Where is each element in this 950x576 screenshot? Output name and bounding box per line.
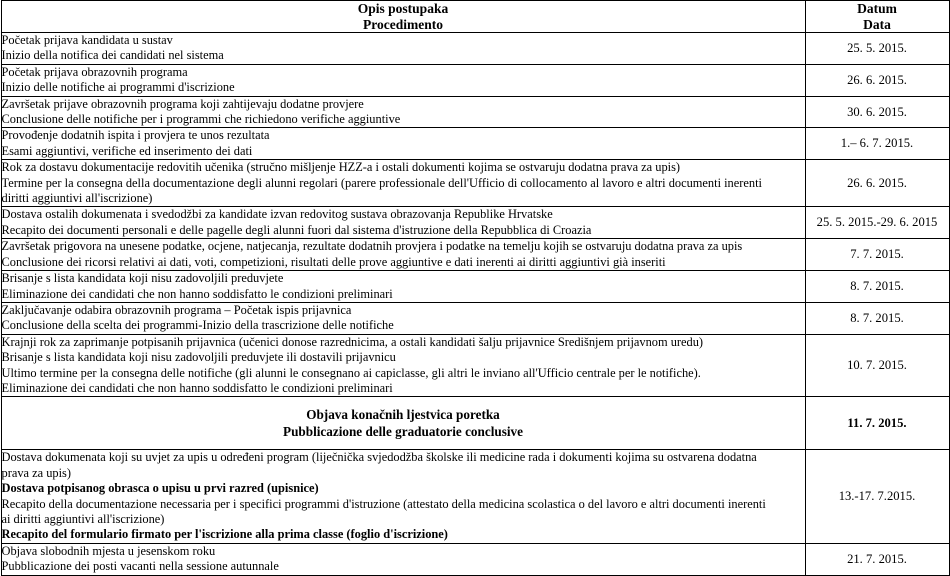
cell-date: 8. 7. 2015.	[805, 271, 949, 303]
cell-date: 10. 7. 2015.	[805, 334, 949, 397]
description-line: Završetak prijave obrazovnih programa koji zahtijevaju dodatne provjere	[1, 96, 364, 111]
cell-date: 7. 7. 2015.	[805, 239, 949, 271]
description-line: Esami aggiuntivi, verifiche ed inserimento dei dati	[1, 143, 253, 158]
cell-date: 26. 6. 2015.	[805, 64, 949, 96]
cell-description	[1, 271, 805, 303]
cell-date: 8. 7. 2015.	[805, 302, 949, 334]
cell-date: 25. 5. 2015.	[805, 33, 949, 65]
description-line: Brisanje s lista kandidata koji nisu zadovoljili preduvjete ili dostavili prijavnicu	[1, 350, 396, 365]
description-line: Eliminazione dei candidati che non hanno soddisfatto le condizioni preliminari	[1, 380, 393, 395]
description-line: Conclusione della scelta dei programmi-Inizio della trascrizione delle notifiche	[1, 318, 394, 333]
cell-date: 11. 7. 2015.	[805, 397, 949, 450]
schedule-table	[1, 0, 950, 576]
column-header-description-it: Procedimento	[363, 16, 443, 32]
cell-date: 1.– 6. 7. 2015.	[805, 128, 949, 160]
description-line: Conclusione delle notifiche per i programmi che richiedono verifiche aggiuntive	[1, 112, 401, 127]
table-row	[1, 397, 949, 450]
description-line: ai diritti aggiuntivi all'iscrizione)	[1, 511, 165, 526]
table-body	[1, 33, 949, 576]
description-line: Eliminazione dei candidati che non hanno soddisfatto le condizioni preliminari	[1, 286, 393, 301]
cell-description	[1, 543, 805, 575]
cell-date: 21. 7. 2015.	[805, 543, 949, 575]
cell-description	[1, 64, 805, 96]
cell-date: 30. 6. 2015.	[805, 96, 949, 128]
description-line: Recapito della documentazione necessaria per i specifici programmi d'istruzione (attestato della medicina scolastica o del lavoro e altri documenti inerenti	[1, 496, 766, 511]
table-row	[1, 450, 949, 543]
cell-date: 25. 5. 2015.-29. 6. 2015	[805, 207, 949, 239]
table-row	[1, 128, 949, 160]
cell-description	[1, 397, 805, 450]
column-header-description-hr: Opis postupaka	[357, 1, 449, 16]
description-line: Inizio delle notifiche ai programmi d'iscrizione	[1, 80, 235, 95]
column-header-date-hr: Datum	[857, 1, 897, 16]
cell-date: 26. 6. 2015.	[805, 160, 949, 207]
description-line: Početak prijava obrazovnih programa	[1, 64, 188, 79]
description-line: diritti aggiuntivi all'iscrizione)	[1, 191, 153, 206]
description-line: Ultimo termine per la consegna delle notifiche (gli alunni le consegnano ai capiclasse, gli altri le inviano all'Ufficio centrale per le notifiche).	[1, 365, 701, 380]
cell-description	[1, 302, 805, 334]
column-header-date-it: Data	[863, 16, 891, 32]
description-line: Dostava ostalih dokumenata i svedodžbi za kandidate izvan redovitog sustava obrazovanja Republike Hrvatske	[1, 207, 553, 222]
cell-description	[1, 450, 805, 543]
table-row	[1, 96, 949, 128]
description-line: Inizio della notifica dei candidati nel sistema	[1, 48, 224, 63]
table-row	[1, 64, 949, 96]
cell-description	[1, 239, 805, 271]
column-header-date	[805, 1, 949, 33]
description-line: Brisanje s lista kandidata koji nisu zadovoljili preduvjete	[1, 271, 284, 286]
table-row	[1, 160, 949, 207]
cell-description	[1, 207, 805, 239]
cell-description	[1, 334, 805, 397]
description-line: Krajnji rok za zaprimanje potpisanih prijavnica (učenici donose razrednicima, a ostali kandidati šalju prijavnice Središnjem prijavnom uredu)	[1, 334, 704, 349]
cell-description	[1, 96, 805, 128]
description-line: Dostava dokumenata koji su uvjet za upis u određeni program (liječnička svjedodžba školske ili medicine rada i dokumenti kojima su ostvarena dodatna	[1, 450, 757, 465]
description-line: Rok za dostavu dokumentacije redovitih učenika (stručno mišljenje HZZ-a i ostali dokumenti kojima se ostvaruju dodatna prava za upis)	[1, 160, 681, 175]
header-row	[1, 1, 949, 33]
description-line: Recapito dei documenti personali e delle pagelle degli alunni fuori dal sistema d'istruzione della Repubblica di Croazia	[1, 222, 592, 237]
cell-date: 13.-17. 7.2015.	[805, 450, 949, 543]
description-line: Objava konačnih ljestvica poretka	[306, 407, 500, 423]
table-header	[1, 1, 949, 33]
description-line: Zaključavanje odabira obrazovnih programa – Početak ispis prijavnica	[1, 302, 352, 317]
cell-description	[1, 128, 805, 160]
column-header-description	[1, 1, 805, 33]
cell-description	[1, 33, 805, 65]
table-row	[1, 302, 949, 334]
description-line: Provođenje dodatnih ispita i provjera te unos rezultata	[1, 128, 270, 143]
description-line: prava za upis)	[1, 465, 71, 480]
description-line: Dostava potpisanog obrasca o upisu u prvi razred (upisnice)	[1, 481, 319, 496]
table-row	[1, 271, 949, 303]
description-line: Termine per la consegna della documentazione degli alunni regolari (parere professionale dell'Ufficio di collocamento al lavoro e altri documenti inerenti	[1, 175, 762, 190]
table-row	[1, 207, 949, 239]
description-line: Završetak prigovora na unesene podatke, ocjene, natjecanja, rezultate dodatnih provjera i podatke na temelju kojih se ostvaruju dodatna prava za upis	[1, 239, 743, 254]
description-line: Početak prijava kandidata u sustav	[1, 33, 173, 47]
table-row	[1, 334, 949, 397]
cell-description	[1, 160, 805, 207]
description-line: Recapito del formulario firmato per l'iscrizione alla prima classe (foglio d'iscrizione)	[1, 527, 448, 542]
table-row	[1, 33, 949, 65]
description-line: Objava slobodnih mjesta u jesenskom roku	[1, 543, 216, 558]
table-row	[1, 543, 949, 575]
description-line: Pubblicazione delle graduatorie conclusive	[283, 424, 523, 440]
table-row	[1, 239, 949, 271]
description-line: Conclusione dei ricorsi relativi ai dati, voti, competizioni, risultati delle prove aggiuntive e dati inerenti ai diritti aggiuntivi già inseriti	[1, 254, 666, 269]
description-line: Pubblicazione dei posti vacanti nella sessione autunnale	[1, 559, 279, 574]
